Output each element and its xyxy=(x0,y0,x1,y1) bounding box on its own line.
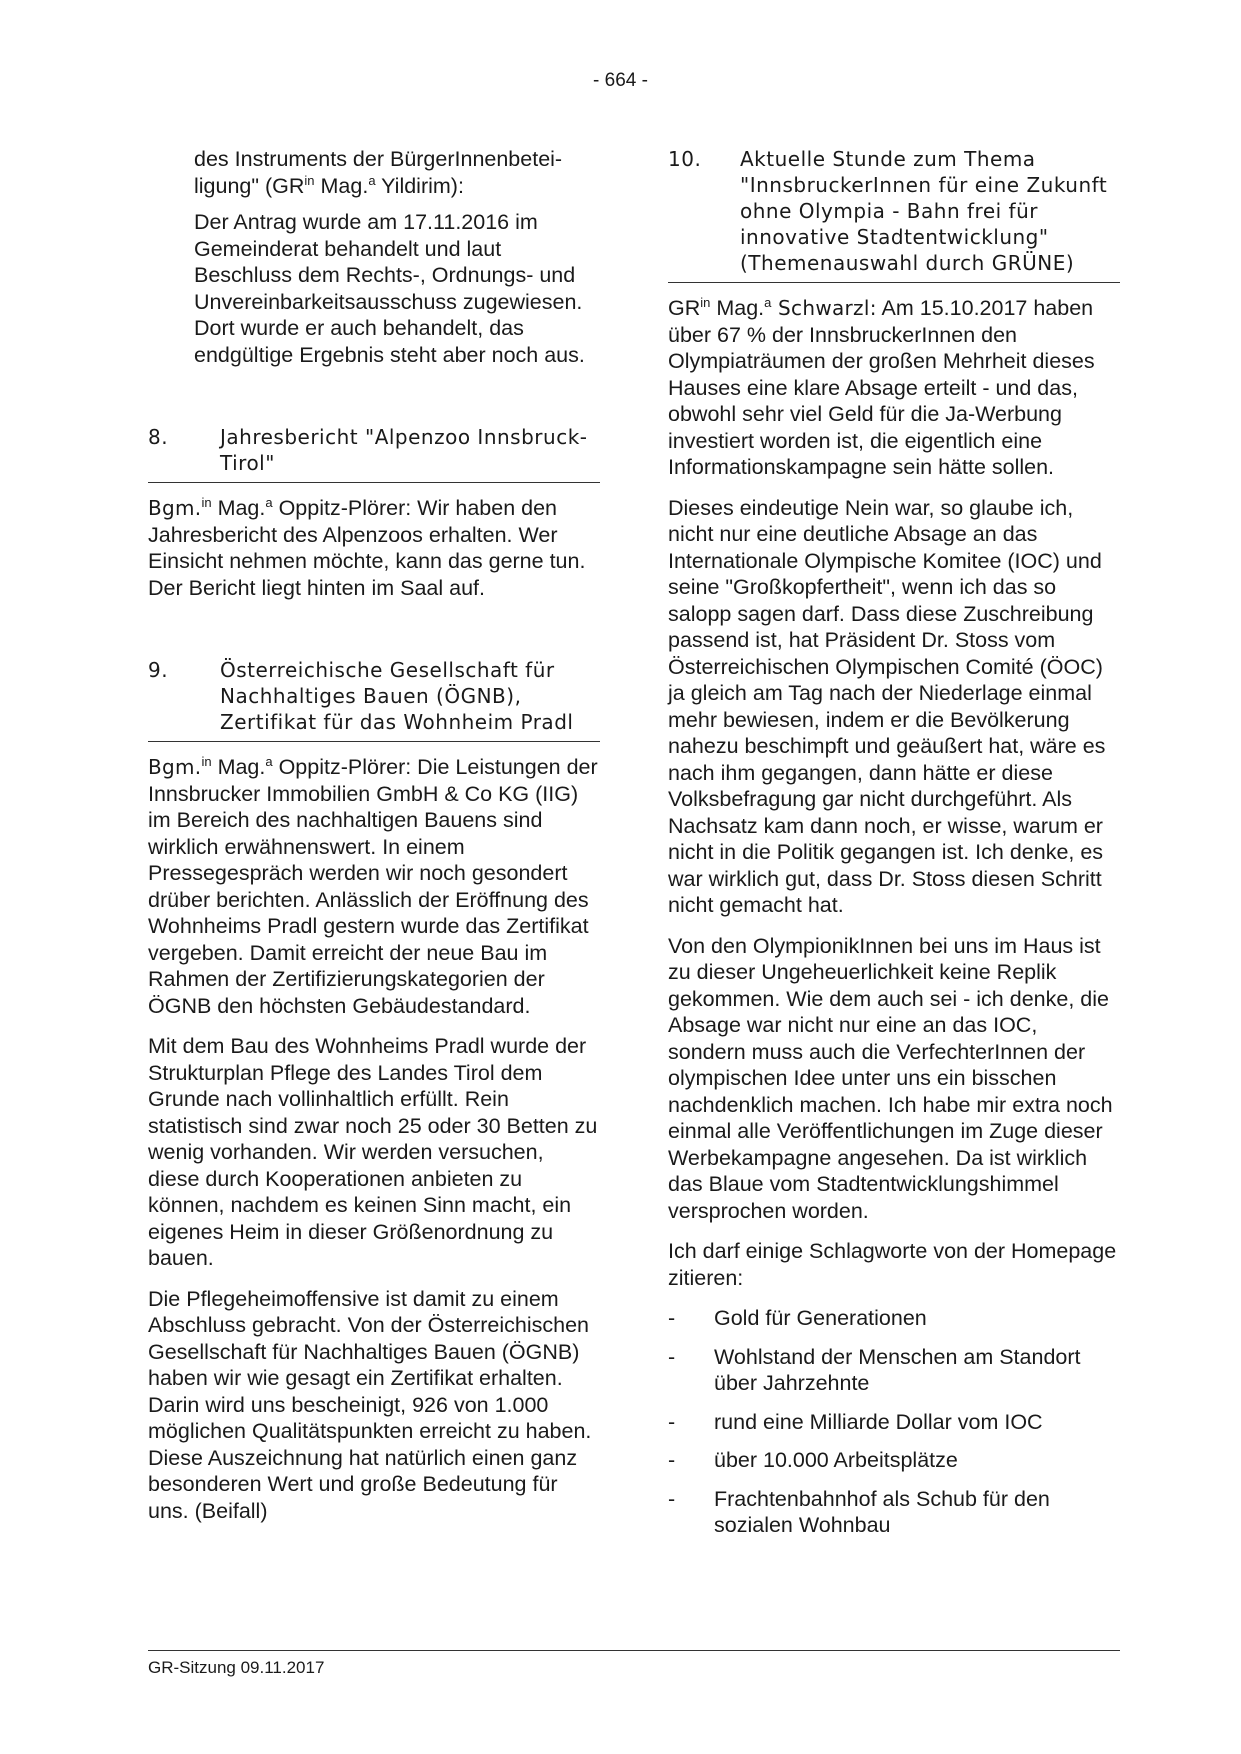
intro-title: des Instruments der BürgerInnenbetei- ligung" ($GR^{in}$ Mag.$^a$ Yildirim): xyxy=(194,147,563,198)
footer-session-date: GR-Sitzung 09.11.2017 xyxy=(148,1658,325,1677)
paragraph: Ich darf einige Schlagworte von der Homepage zitieren: xyxy=(668,1239,1117,1290)
left-column xyxy=(148,146,600,1538)
heading-item-9 xyxy=(148,657,600,742)
page-number: - 664 - xyxy=(593,70,648,91)
footer-divider xyxy=(148,1650,1120,1651)
heading-item-8 xyxy=(148,424,600,483)
list-item: - über 10.000 Arbeitsplätze xyxy=(668,1448,958,1472)
item-title: Aktuelle Stunde zum Thema "InnsbruckerInnen für eine Zukunft ohne Olympia - Bahn frei für innovative Stadtentwicklung" (Themenauswahl durch GRÜNE) xyxy=(740,147,1108,275)
item-number: 8. xyxy=(148,425,169,449)
paragraph: $GR^{in}$ Mag.$^a$ Schwarzl: Am 15.10.2017 haben über 67 % der InnsbruckerInnen den Olympiaträumen der großen Mehrheit dieses Hauses eine klare Absage erteilt - und das, obwohl sehr viel Geld für die Ja-Werbung investiert worden ist, die eigentlich eine Informationskampagne sein hätte sollen. xyxy=(668,295,1095,479)
intro-block xyxy=(148,146,600,368)
paragraph: Von den OlympionikInnen bei uns im Haus ist zu dieser Ungeheuerlichkeit keine Replik gekommen. Wie dem auch sei - ich denke, die Absage war nicht nur eine an das IOC, sondern muss auch die VerfechterInnen der olympischen Idee unter uns ein bisschen nachdenklich machen. Ich habe mir extra noch einmal alle Veröffentlichungen im Zuge dieser Werbekampagne angesehen. Da ist wirklich das Blaue vom Stadtentwicklungshimmel versprochen worden. xyxy=(668,933,1113,1223)
right-column xyxy=(668,146,1120,1551)
item-number: 10. xyxy=(668,147,702,171)
heading-item-10 xyxy=(668,146,1120,283)
paragraph: Die Pflegeheimoffensive ist damit zu einem Abschluss gebracht. Von der Österreichischen Gesellschaft für Nachhaltiges Bauen (ÖGNB) haben wir wie gesagt ein Zertifikat erhalten. Darin wird uns bescheinigt, 926 von 1.000 möglichen Qualitätspunkten erreicht zu haben. Diese Auszeichnung hat natürlich einen ganz besonderen Wert und große Bedeutung für uns. (Beifall) xyxy=(148,1286,592,1523)
paragraph: Dieses eindeutige Nein war, so glaube ich, nicht nur eine deutliche Absage an das Internationale Olympische Komitee (IOC) und seine "Großkopfertheit", wenn ich das so salopp sagen darf. Dass diese Zuschreibung passend ist, hat Präsident Dr. Stoss vom Österreichischen Olympischen Comité (ÖOC) ja gleich am Tag nach der Niederlage einmal mehr bewiesen, indem er die Bevölkerung nahezu beschimpft und geäußert hat, wäre es nach ihm gegangen, dann hätte er diese Volksbefragung gar nicht durchgeführt. Als Nachsatz kam dann noch, er wisse, warum er nicht in die Politik gegangen ist. Ich denke, es war wirklich gut, dass Dr. Stoss diesen Schritt nicht gemacht hat. xyxy=(668,495,1106,917)
item-title: Jahresbericht "Alpenzoo Innsbruck-Tirol" xyxy=(220,425,588,475)
intro-body: Der Antrag wurde am 17.11.2016 im Gemeinderat behandelt und laut Beschluss dem Rechts-, Ordnungs- und Unvereinbarkeitsausschuss zugewiesen. Dort wurde er auch behandelt, das endgültige Ergebnis steht aber noch aus. xyxy=(194,210,585,367)
list-item: - rund eine Milliarde Dollar vom IOC xyxy=(668,1409,1043,1434)
paragraph: Bgm.$^{in}$ Mag.$^a$ Oppitz-Plörer: Wir haben den Jahresbericht des Alpenzoos erhalten. Wer Einsicht nehmen möchte, kann das gerne tun. Der Bericht liegt hinten im Saal auf. xyxy=(148,495,586,600)
paragraph: Bgm.$^{in}$ Mag.$^a$ Oppitz-Plörer: Die Leistungen der Innsbrucker Immobilien GmbH & Co KG (IIG) im Bereich des nachhaltigen Bauens sind wirklich erwähnenswert. In einem Pressegespräch werden wir noch gesondert drüber berichten. Anlässlich der Eröffnung des Wohnheims Pradl gestern wurde das Zertifikat vergeben. Damit erreicht der neue Bau im Rahmen der Zertifizierungskategorien der ÖGNB den höchsten Gebäudestandard. xyxy=(148,754,598,1018)
list-item: - Wohlstand der Menschen am Standort über Jahrzehnte xyxy=(668,1344,1081,1395)
bullet-list xyxy=(668,1305,1120,1539)
item-number: 9. xyxy=(148,658,169,682)
paragraph: Mit dem Bau des Wohnheims Pradl wurde der Strukturplan Pflege des Landes Tirol dem Grunde nach vollinhaltlich erfüllt. Rein statistisch sind zwar noch 25 oder 30 Betten zu wenig vorhanden. Wir werden versuchen, diese durch Kooperationen anbieten zu können, nachdem es keinen Sinn macht, ein eigenes Heim in dieser Größenordnung zu bauen. xyxy=(148,1034,598,1270)
list-item: - Frachtenbahnhof als Schub für den sozialen Wohnbau xyxy=(668,1486,1050,1537)
list-item: - Gold für Generationen xyxy=(668,1306,927,1330)
item-title: Österreichische Gesellschaft für Nachhaltiges Bauen (ÖGNB), Zertifikat für das Wohnheim Pradl xyxy=(220,658,574,734)
